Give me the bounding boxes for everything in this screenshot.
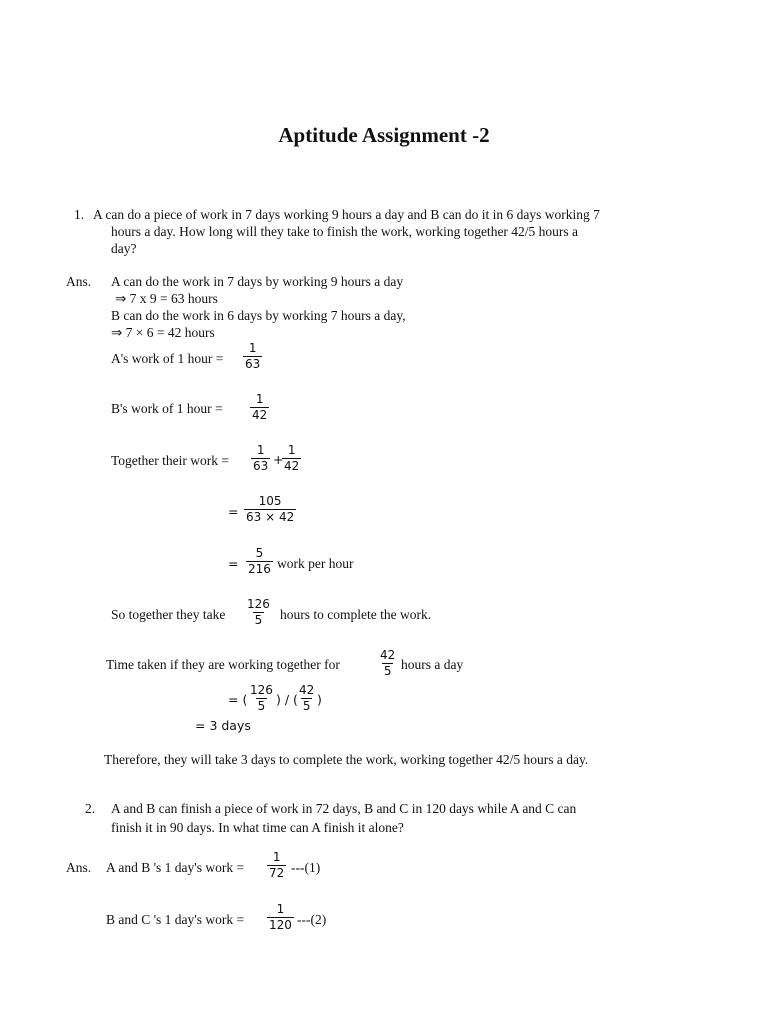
question-1-line-2: hours a day. How long will they take to finish the work, working together 42/5 hours a xyxy=(111,224,579,239)
a-work-label: A's work of 1 hour = xyxy=(111,351,224,366)
work-per-hour-text: work per hour xyxy=(277,556,354,571)
b-work-numerator: 1 xyxy=(255,392,264,406)
hours-per-day-numerator: 42 xyxy=(380,648,396,662)
a-work-fraction xyxy=(243,341,262,372)
division-suffix: ) xyxy=(317,692,322,707)
question-2-line-1: A and B can finish a piece of work in 72 days, B and C in 120 days while A and C can xyxy=(111,801,577,816)
b-work-fraction xyxy=(250,392,269,423)
together-hours-denominator: 5 xyxy=(254,613,263,627)
division-fraction-1-numerator: 126 xyxy=(250,683,273,697)
bc-work-numerator: 1 xyxy=(276,902,285,916)
equation-2-tag: ---(2) xyxy=(297,912,327,927)
combined-denominator: 63 × 42 xyxy=(246,510,295,524)
together-fraction-1 xyxy=(251,443,270,474)
equals-sign-1: = xyxy=(228,504,239,519)
bc-work-fraction xyxy=(267,902,294,933)
answer-2-label: Ans. xyxy=(66,860,92,875)
question-1-line-3: day? xyxy=(111,241,137,256)
simplified-fraction xyxy=(246,546,273,577)
ab-work-denominator: 72 xyxy=(269,866,285,880)
division-fraction-2 xyxy=(297,683,316,714)
ab-work-fraction xyxy=(267,850,286,881)
time-taken-label: Time taken if they are working together for xyxy=(106,657,340,672)
answer-1-line-3: B can do the work in 6 days by working 7 hours a day, xyxy=(111,308,406,323)
division-fraction-2-numerator: 42 xyxy=(299,683,315,697)
equals-sign-2: = xyxy=(228,556,239,571)
together-hours-numerator: 126 xyxy=(247,597,270,611)
answer-1-line-1: A can do the work in 7 days by working 9 hours a day xyxy=(111,274,404,289)
together-hours-fraction xyxy=(245,597,272,628)
bc-work-label: B and C 's 1 day's work = xyxy=(106,912,245,927)
together-work-label: Together their work = xyxy=(111,453,230,468)
time-taken-suffix: hours a day xyxy=(401,657,464,672)
answer-1-label: Ans. xyxy=(66,274,92,289)
b-work-label: B's work of 1 hour = xyxy=(111,401,223,416)
division-operator: ) / ( xyxy=(276,692,298,707)
plus-sign: + xyxy=(273,452,284,467)
together-take-suffix: hours to complete the work. xyxy=(280,607,432,622)
division-fraction-1 xyxy=(248,683,275,714)
bc-work-denominator: 120 xyxy=(269,918,292,932)
question-1-number: 1. xyxy=(74,207,85,222)
page-title: Aptitude Assignment -2 xyxy=(278,123,490,147)
combined-fraction xyxy=(244,494,296,525)
ab-work-numerator: 1 xyxy=(272,850,281,864)
conclusion-text: Therefore, they will take 3 days to complete the work, working together 42/5 hours a day. xyxy=(104,752,589,767)
together-fraction-2-numerator: 1 xyxy=(287,443,296,457)
division-fraction-1-denominator: 5 xyxy=(257,699,266,713)
answer-1-line-2: ⇒ 7 x 9 = 63 hours xyxy=(115,291,218,306)
together-fraction-1-denominator: 63 xyxy=(253,459,269,473)
a-work-numerator: 1 xyxy=(248,341,257,355)
division-prefix: = ( xyxy=(228,692,248,707)
question-1-line-1: A can do a piece of work in 7 days working 9 hours a day and B can do it in 6 days working 7 xyxy=(93,207,600,222)
together-fraction-2 xyxy=(282,443,301,474)
a-work-denominator: 63 xyxy=(245,357,261,371)
hours-per-day-denominator: 5 xyxy=(383,664,392,678)
simplified-numerator: 5 xyxy=(255,546,264,560)
simplified-denominator: 216 xyxy=(248,562,271,576)
together-fraction-2-denominator: 42 xyxy=(284,459,300,473)
equation-1-tag: ---(1) xyxy=(291,860,321,875)
division-fraction-2-denominator: 5 xyxy=(302,699,311,713)
combined-numerator: 105 xyxy=(258,494,282,508)
hours-per-day-fraction xyxy=(378,648,397,679)
question-2-number: 2. xyxy=(85,801,96,816)
together-take-label: So together they take xyxy=(111,607,226,622)
ab-work-label: A and B 's 1 day's work = xyxy=(106,860,245,875)
together-fraction-1-numerator: 1 xyxy=(256,443,265,457)
b-work-denominator: 42 xyxy=(252,408,268,422)
result-3-days: = 3 days xyxy=(195,718,251,733)
answer-1-line-4: ⇒ 7 × 6 = 42 hours xyxy=(111,325,215,340)
question-2-line-2: finish it in 90 days. In what time can A finish it alone? xyxy=(111,820,404,835)
